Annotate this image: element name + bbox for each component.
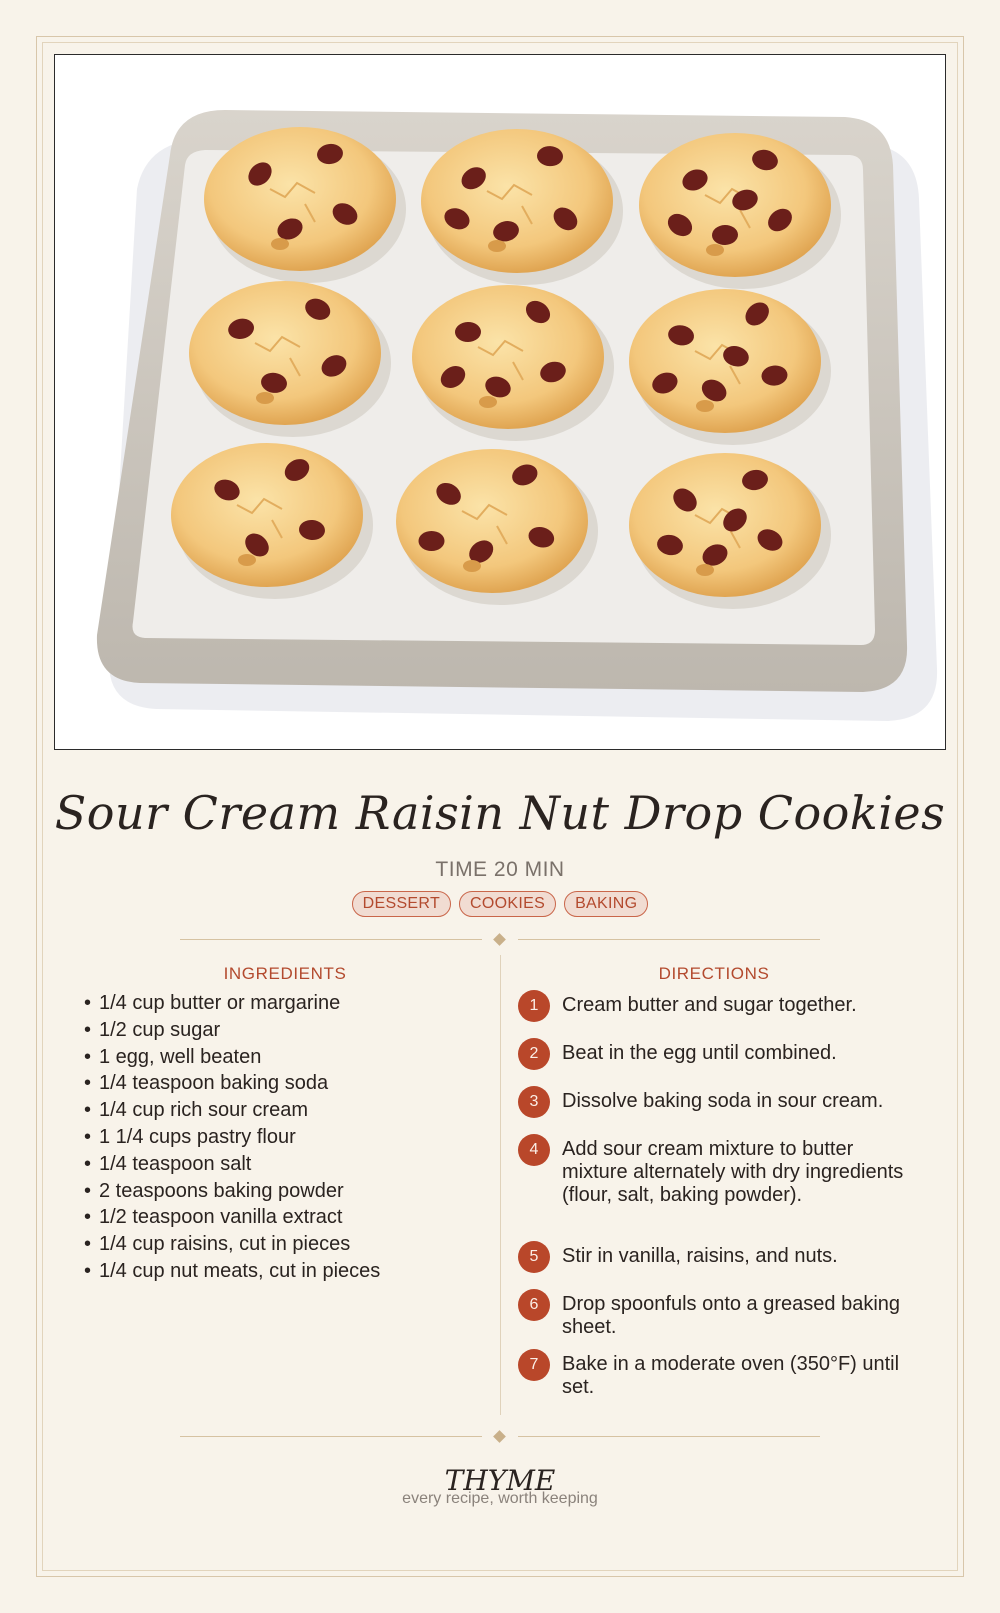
step-text: Stir in vanilla, raisins, and nuts. — [562, 1245, 838, 1267]
tag-list — [0, 891, 1000, 917]
list-item: • 1/4 teaspoon baking soda — [84, 1072, 329, 1095]
cookie-tray-illustration — [55, 55, 946, 750]
recipe-title: Sour Cream Raisin Nut Drop Cookies — [54, 786, 946, 840]
step-number: 1 — [518, 990, 550, 1022]
list-item: • 1 1/4 cups pastry flour — [84, 1125, 296, 1148]
list-item: • 1/2 cup sugar — [84, 1018, 221, 1041]
ingredients-heading: INGREDIENTS — [223, 964, 347, 983]
list-item: • 1/4 teaspoon salt — [84, 1152, 252, 1175]
list-item: • 1 egg, well beaten — [84, 1045, 262, 1068]
ingredients-list — [84, 990, 484, 1285]
list-item: • 1/4 cup rich sour cream — [84, 1099, 308, 1122]
step-number: 4 — [518, 1134, 550, 1166]
list-item: • 1/4 cup nut meats, cut in pieces — [84, 1259, 381, 1282]
step-text: Drop spoonfuls onto a greased baking sheet. — [562, 1293, 901, 1338]
tag-dessert[interactable]: DESSERT — [352, 891, 451, 917]
tag-baking[interactable]: BAKING — [564, 891, 648, 917]
step-number: 5 — [518, 1241, 550, 1273]
cook-time: TIME 20 MIN — [435, 858, 565, 881]
tag-cookies[interactable]: COOKIES — [459, 891, 556, 917]
directions-heading: DIRECTIONS — [658, 964, 770, 983]
list-item: • 1/2 teaspoon vanilla extract — [84, 1206, 343, 1229]
list-item: • 1/4 cup raisins, cut in pieces — [84, 1233, 351, 1256]
list-item: • 2 teaspoons baking powder — [84, 1179, 344, 1202]
step-text: Cream butter and sugar together. — [562, 994, 857, 1016]
step-text: Bake in a moderate oven (350°F) until set. — [562, 1353, 900, 1398]
step-number: 2 — [518, 1038, 550, 1070]
brand-logo: THYME — [444, 1464, 556, 1497]
brand-tagline: every recipe, worth keeping — [402, 1490, 598, 1507]
step-text: Beat in the egg until combined. — [562, 1042, 837, 1064]
footer-divider — [180, 1430, 820, 1444]
diamond-ornament-icon — [493, 1430, 506, 1443]
recipe-photo — [54, 54, 946, 750]
section-divider — [180, 933, 820, 947]
step-text: Add sour cream mixture to butter mixture alternately with dry ingredients (flour, salt, baking powder). — [562, 1138, 904, 1206]
column-separator — [500, 955, 501, 1415]
step-number: 6 — [518, 1289, 550, 1321]
diamond-ornament-icon — [493, 933, 506, 946]
list-item: • 1/4 cup butter or margarine — [84, 992, 341, 1014]
step-number: 3 — [518, 1086, 550, 1118]
step-text: Dissolve baking soda in sour cream. — [562, 1090, 884, 1112]
step-number: 7 — [518, 1349, 550, 1381]
